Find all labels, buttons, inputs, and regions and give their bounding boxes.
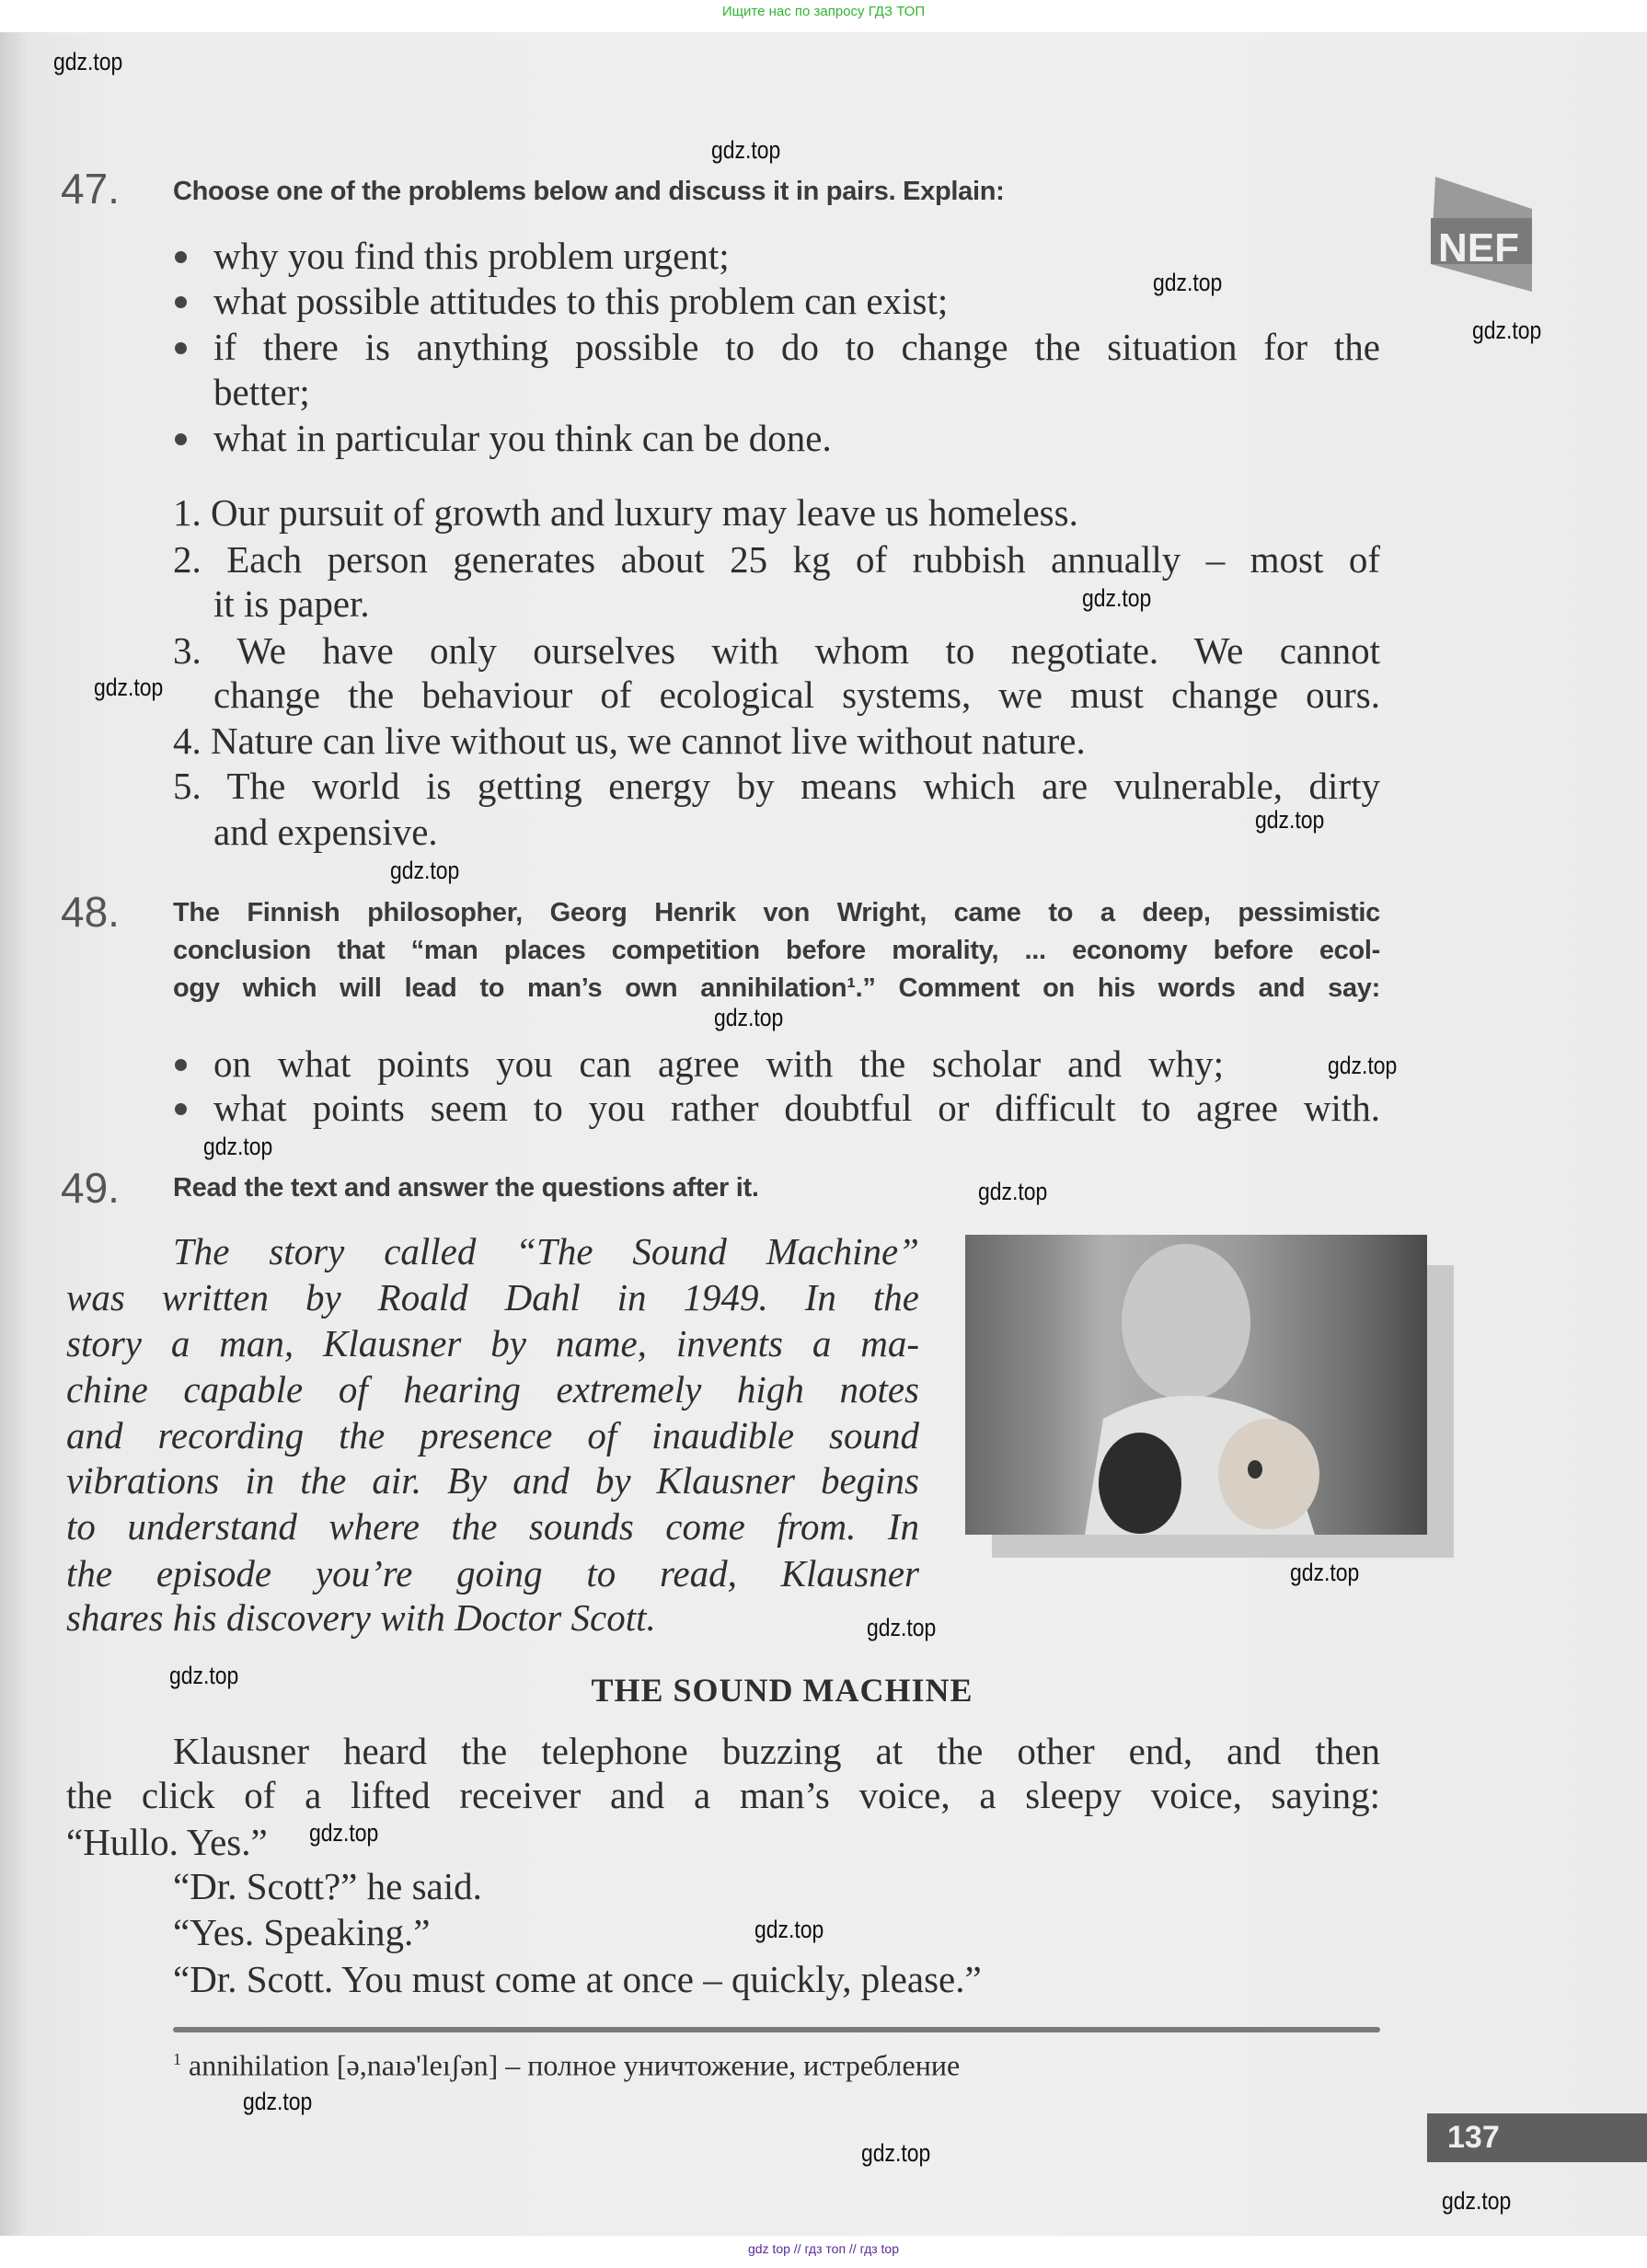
story-line: “Dr. Scott. You must come at once – quickly, please.” xyxy=(173,1958,982,2000)
exercise-49-number: 49. xyxy=(61,1164,120,1212)
exercise-48-heading: conclusion that “man places competition before morality, ... economy before ecol- xyxy=(173,936,1380,965)
bullet-icon xyxy=(175,433,187,445)
watermark: gdz.top xyxy=(1290,1559,1360,1586)
ex48-bullet: on what points you can agree with the scholar and why; xyxy=(213,1042,1224,1085)
exercise-47-heading: Choose one of the problems below and discuss it in pairs. Explain: xyxy=(173,177,1005,206)
footnote-mark: 1 xyxy=(173,2050,181,2068)
intro-line: was written by Roald Dahl in 1949. In the xyxy=(66,1276,919,1318)
watermark: gdz.top xyxy=(978,1178,1048,1205)
watermark: gdz.top xyxy=(169,1662,239,1689)
watermark: gdz.top xyxy=(1442,2187,1512,2215)
footnote-divider xyxy=(173,2027,1380,2032)
bullet-icon xyxy=(175,1103,187,1115)
intro-line: the episode you’re going to read, Klausner xyxy=(66,1552,919,1595)
exercise-48-heading: The Finnish philosopher, Georg Henrik von Wright, came to a deep, pessimistic xyxy=(173,898,1380,927)
watermark: gdz.top xyxy=(203,1133,273,1160)
ex47-bullet: if there is anything possible to do to change the situation for the xyxy=(213,326,1380,368)
ex47-item: 4. Nature can live without us, we cannot live without nature. xyxy=(173,720,1086,762)
watermark: gdz.top xyxy=(1082,584,1152,612)
roald-dahl-photo xyxy=(965,1235,1427,1535)
watermark: gdz.top xyxy=(309,1819,379,1847)
intro-line: chine capable of hearing extremely high notes xyxy=(66,1368,919,1410)
ex47-bullet: what possible attitudes to this problem can exist; xyxy=(213,280,949,322)
bullet-icon xyxy=(175,1059,187,1071)
watermark: gdz.top xyxy=(1472,317,1542,344)
nef-badge xyxy=(1431,177,1532,292)
intro-line: vibrations in the air. By and by Klausner begins xyxy=(66,1459,919,1502)
intro-line: shares his discovery with Doctor Scott. xyxy=(66,1596,656,1639)
intro-line: and recording the presence of inaudible sound xyxy=(66,1414,919,1456)
ex47-item-cont: and expensive. xyxy=(213,811,438,853)
portrait-image xyxy=(965,1235,1427,1535)
ex47-item-cont: change the behaviour of ecological systems, we must change ours. xyxy=(213,673,1380,716)
watermark: gdz.top xyxy=(1255,806,1325,834)
exercise-48-heading: ogy which will lead to man’s own annihilation¹.” Comment on his words and say: xyxy=(173,973,1380,1003)
bullet-icon xyxy=(175,342,187,354)
search-banner[interactable]: Ищите нас по запросу ГДЗ ТОП xyxy=(721,4,926,19)
ex48-bullet: what points seem to you rather doubtful or difficult to agree with. xyxy=(213,1087,1380,1129)
watermark: gdz.top xyxy=(711,136,781,164)
exercise-47-number: 47. xyxy=(61,165,120,213)
exercise-49-heading: Read the text and answer the questions after it. xyxy=(173,1173,759,1203)
story-line: “Hullo. Yes.” xyxy=(66,1821,268,1863)
watermark: gdz.top xyxy=(1153,269,1223,296)
footnote-text: annihilation [ə,naıə'leıʃən] – полное уничтожение, истребление xyxy=(189,2048,961,2082)
ex47-item-cont: it is paper. xyxy=(213,582,370,625)
watermark: gdz.top xyxy=(1328,1052,1398,1079)
story-line: “Dr. Scott?” he said. xyxy=(173,1865,482,1907)
watermark: gdz.top xyxy=(390,857,460,884)
ex47-bullet: what in particular you think can be done. xyxy=(213,417,832,459)
watermark: gdz.top xyxy=(243,2088,313,2115)
ex47-item: 5. The world is getting energy by means which are vulnerable, dirty xyxy=(173,765,1380,807)
bullet-icon xyxy=(175,296,187,308)
watermark: gdz.top xyxy=(754,1916,824,1943)
intro-line: to understand where the sounds come from. In xyxy=(66,1505,919,1548)
watermark: gdz.top xyxy=(861,2139,931,2167)
watermark: gdz.top xyxy=(53,48,123,75)
ex47-bullet: why you find this problem urgent; xyxy=(213,235,730,277)
ex47-bullet-cont: better; xyxy=(213,371,310,413)
story-line: Klausner heard the telephone buzzing at the other end, and then xyxy=(173,1730,1380,1772)
bullet-icon xyxy=(175,251,187,263)
ex47-item: 1. Our pursuit of growth and luxury may leave us homeless. xyxy=(173,491,1078,534)
watermark: gdz.top xyxy=(714,1004,784,1031)
footer-link[interactable]: gdz top // гдз топ // гдз top xyxy=(747,2241,900,2256)
story-line: “Yes. Speaking.” xyxy=(173,1911,431,1953)
ex47-item: 2. Each person generates about 25 kg of rubbish annually – most of xyxy=(173,538,1380,581)
page-number: 137 xyxy=(1427,2113,1647,2162)
footnote xyxy=(173,2041,960,2084)
ex47-item: 3. We have only ourselves with whom to negotiate. We cannot xyxy=(173,629,1380,672)
story-title: THE SOUND MACHINE xyxy=(591,1672,973,1709)
intro-line: The story called “The Sound Machine” xyxy=(173,1230,919,1272)
intro-line: story a man, Klausner by name, invents a ma- xyxy=(66,1322,919,1364)
watermark: gdz.top xyxy=(94,673,164,701)
story-line: the click of a lifted receiver and a man’s voice, a sleepy voice, saying: xyxy=(66,1774,1380,1816)
nef-badge-text: NEF xyxy=(1438,225,1519,271)
exercise-48-number: 48. xyxy=(61,888,120,936)
watermark: gdz.top xyxy=(867,1614,937,1641)
